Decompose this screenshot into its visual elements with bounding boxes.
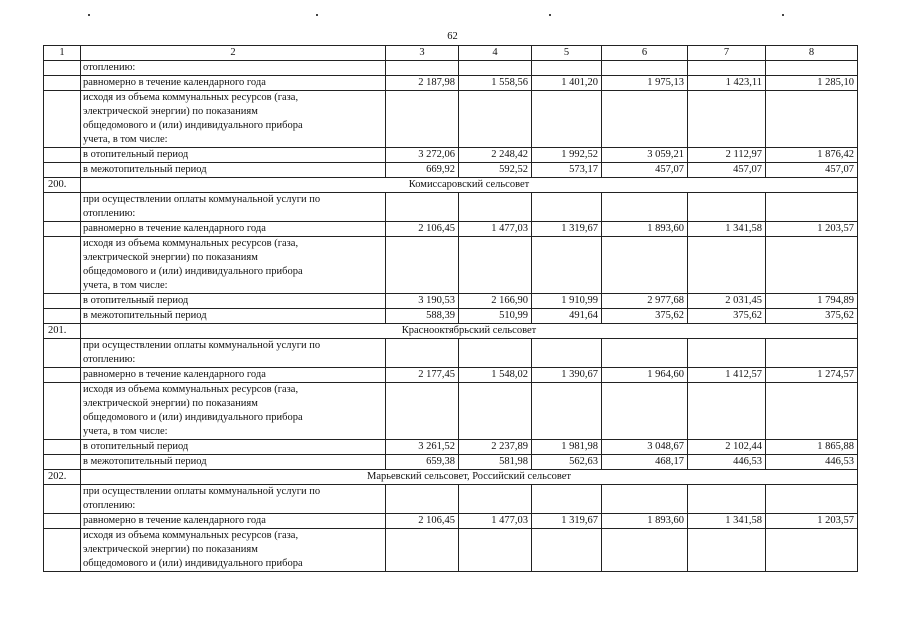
- value-cell: 446,53: [766, 455, 858, 470]
- value-cell: 2 248,42: [459, 148, 532, 163]
- description-row: [44, 91, 858, 148]
- value-cell: 1 992,52: [532, 148, 602, 163]
- value-cell: 468,17: [602, 455, 688, 470]
- description-cell: [81, 237, 386, 294]
- value-cell: 457,07: [688, 163, 766, 178]
- data-row: [44, 222, 858, 237]
- value-cell: 1 341,58: [688, 222, 766, 237]
- value-cell: 1 981,98: [532, 440, 602, 455]
- value-cell: 669,92: [386, 163, 459, 178]
- index-cell: [44, 455, 81, 470]
- value-cell: 1 412,57: [688, 368, 766, 383]
- value-cell: 375,62: [602, 309, 688, 324]
- empty-cell: [532, 529, 602, 572]
- value-cell: 2 102,44: [688, 440, 766, 455]
- column-number: 4: [459, 46, 532, 61]
- empty-cell: [532, 339, 602, 368]
- description-line: учета, в том числе:: [83, 426, 168, 437]
- empty-cell: [459, 383, 532, 440]
- empty-cell: [688, 529, 766, 572]
- section-number: 201.: [44, 324, 81, 339]
- description-line: отоплению:: [83, 62, 136, 73]
- row-label: в отопительный период: [81, 294, 386, 309]
- empty-cell: [532, 383, 602, 440]
- description-line: исходя из объема коммунальных ресурсов (газа,: [83, 238, 299, 249]
- description-row: [44, 383, 858, 440]
- row-label: равномерно в течение календарного года: [81, 76, 386, 91]
- value-cell: 1 203,57: [766, 514, 858, 529]
- description-line: учета, в том числе:: [83, 134, 168, 145]
- index-cell: [44, 383, 81, 440]
- empty-cell: [688, 485, 766, 514]
- empty-cell: [459, 339, 532, 368]
- description-line: электрической энергии) по показаниям: [83, 106, 258, 117]
- column-number: 3: [386, 46, 459, 61]
- page-number: 62: [447, 31, 458, 42]
- tariff-table: [43, 45, 858, 572]
- description-line: при осуществлении оплаты коммунальной услуги по: [83, 340, 321, 351]
- description-line: исходя из объема коммунальных ресурсов (газа,: [83, 530, 299, 541]
- empty-cell: [386, 91, 459, 148]
- empty-cell: [459, 61, 532, 76]
- empty-cell: [766, 383, 858, 440]
- value-cell: 2 166,90: [459, 294, 532, 309]
- empty-cell: [766, 61, 858, 76]
- value-cell: 581,98: [459, 455, 532, 470]
- row-label: равномерно в течение календарного года: [81, 514, 386, 529]
- value-cell: 3 048,67: [602, 440, 688, 455]
- index-cell: [44, 148, 81, 163]
- description-row: [44, 529, 858, 572]
- value-cell: 2 106,45: [386, 222, 459, 237]
- empty-cell: [386, 485, 459, 514]
- description-line: отоплению:: [83, 354, 136, 365]
- section-number: 200.: [44, 178, 81, 193]
- scan-mark: [549, 14, 551, 16]
- data-row: [44, 455, 858, 470]
- description-row: [44, 485, 858, 514]
- empty-cell: [766, 193, 858, 222]
- empty-cell: [532, 485, 602, 514]
- description-line: общедомового и (или) индивидуального прибора: [83, 558, 303, 569]
- empty-cell: [766, 339, 858, 368]
- description-line: общедомового и (или) индивидуального прибора: [83, 266, 303, 277]
- data-row: [44, 514, 858, 529]
- section-title: Краснооктябрьский сельсовет: [81, 324, 858, 339]
- description-cell: [81, 383, 386, 440]
- description-row: [44, 339, 858, 368]
- index-cell: [44, 61, 81, 76]
- data-row: [44, 440, 858, 455]
- section-title: Комиссаровский сельсовет: [81, 178, 858, 193]
- value-cell: 2 187,98: [386, 76, 459, 91]
- column-number: 7: [688, 46, 766, 61]
- index-cell: [44, 440, 81, 455]
- description-line: при осуществлении оплаты коммунальной услуги по: [83, 486, 321, 497]
- empty-cell: [602, 485, 688, 514]
- value-cell: 446,53: [688, 455, 766, 470]
- empty-cell: [386, 339, 459, 368]
- data-row: [44, 148, 858, 163]
- empty-cell: [459, 237, 532, 294]
- empty-cell: [602, 61, 688, 76]
- data-row: [44, 76, 858, 91]
- empty-cell: [688, 91, 766, 148]
- value-cell: 1 319,67: [532, 222, 602, 237]
- row-label: равномерно в течение календарного года: [81, 368, 386, 383]
- value-cell: 2 106,45: [386, 514, 459, 529]
- index-cell: [44, 294, 81, 309]
- value-cell: 1 285,10: [766, 76, 858, 91]
- value-cell: 1 975,13: [602, 76, 688, 91]
- empty-cell: [386, 61, 459, 76]
- index-cell: [44, 163, 81, 178]
- section-title: Марьевский сельсовет, Российский сельсовет: [81, 470, 858, 485]
- value-cell: 2 112,97: [688, 148, 766, 163]
- row-label: в межотопительный период: [81, 309, 386, 324]
- empty-cell: [688, 61, 766, 76]
- index-cell: [44, 76, 81, 91]
- empty-cell: [766, 485, 858, 514]
- section-number: 202.: [44, 470, 81, 485]
- scan-mark: [782, 14, 784, 16]
- value-cell: 573,17: [532, 163, 602, 178]
- index-cell: [44, 485, 81, 514]
- value-cell: 1 477,03: [459, 514, 532, 529]
- value-cell: 1 794,89: [766, 294, 858, 309]
- empty-cell: [459, 485, 532, 514]
- empty-cell: [688, 339, 766, 368]
- description-row: [44, 61, 858, 76]
- empty-cell: [688, 383, 766, 440]
- value-cell: 1 477,03: [459, 222, 532, 237]
- value-cell: 2 177,45: [386, 368, 459, 383]
- section-row: [44, 324, 858, 339]
- value-cell: 1 893,60: [602, 222, 688, 237]
- empty-cell: [602, 237, 688, 294]
- row-label: равномерно в течение календарного года: [81, 222, 386, 237]
- data-row: [44, 368, 858, 383]
- value-cell: 375,62: [688, 309, 766, 324]
- empty-cell: [532, 193, 602, 222]
- value-cell: 491,64: [532, 309, 602, 324]
- index-cell: [44, 193, 81, 222]
- column-number: 5: [532, 46, 602, 61]
- description-line: отоплению:: [83, 208, 136, 219]
- empty-cell: [688, 193, 766, 222]
- empty-cell: [602, 339, 688, 368]
- value-cell: 1 558,56: [459, 76, 532, 91]
- column-number: 8: [766, 46, 858, 61]
- empty-cell: [386, 529, 459, 572]
- description-cell: [81, 193, 386, 222]
- value-cell: 3 059,21: [602, 148, 688, 163]
- column-number-row: [44, 46, 858, 61]
- index-cell: [44, 309, 81, 324]
- description-cell: [81, 91, 386, 148]
- empty-cell: [532, 91, 602, 148]
- data-row: [44, 309, 858, 324]
- value-cell: 1 401,20: [532, 76, 602, 91]
- value-cell: 1 203,57: [766, 222, 858, 237]
- value-cell: 1 893,60: [602, 514, 688, 529]
- value-cell: 3 272,06: [386, 148, 459, 163]
- empty-cell: [688, 237, 766, 294]
- description-cell: [81, 485, 386, 514]
- description-line: общедомового и (или) индивидуального прибора: [83, 120, 303, 131]
- value-cell: 588,39: [386, 309, 459, 324]
- row-label: в отопительный период: [81, 148, 386, 163]
- description-cell: [81, 529, 386, 572]
- value-cell: 562,63: [532, 455, 602, 470]
- empty-cell: [766, 237, 858, 294]
- value-cell: 1 341,58: [688, 514, 766, 529]
- column-number: 1: [44, 46, 81, 61]
- empty-cell: [602, 529, 688, 572]
- description-cell: [81, 61, 386, 76]
- description-line: электрической энергии) по показаниям: [83, 252, 258, 263]
- description-line: электрической энергии) по показаниям: [83, 398, 258, 409]
- empty-cell: [532, 237, 602, 294]
- description-line: электрической энергии) по показаниям: [83, 544, 258, 555]
- description-row: [44, 237, 858, 294]
- data-row: [44, 163, 858, 178]
- value-cell: 375,62: [766, 309, 858, 324]
- value-cell: 457,07: [766, 163, 858, 178]
- column-number: 6: [602, 46, 688, 61]
- value-cell: 1 865,88: [766, 440, 858, 455]
- index-cell: [44, 222, 81, 237]
- description-line: исходя из объема коммунальных ресурсов (газа,: [83, 384, 299, 395]
- description-cell: [81, 339, 386, 368]
- value-cell: 1 876,42: [766, 148, 858, 163]
- empty-cell: [386, 193, 459, 222]
- value-cell: 1 319,67: [532, 514, 602, 529]
- scan-mark: [316, 14, 318, 16]
- value-cell: 2 237,89: [459, 440, 532, 455]
- description-line: общедомового и (или) индивидуального прибора: [83, 412, 303, 423]
- value-cell: 3 261,52: [386, 440, 459, 455]
- empty-cell: [532, 61, 602, 76]
- section-row: [44, 470, 858, 485]
- value-cell: 592,52: [459, 163, 532, 178]
- index-cell: [44, 529, 81, 572]
- value-cell: 659,38: [386, 455, 459, 470]
- empty-cell: [602, 193, 688, 222]
- value-cell: 2 031,45: [688, 294, 766, 309]
- value-cell: 1 910,99: [532, 294, 602, 309]
- column-number: 2: [81, 46, 386, 61]
- value-cell: 457,07: [602, 163, 688, 178]
- scan-mark: [88, 14, 90, 16]
- empty-cell: [459, 91, 532, 148]
- empty-cell: [459, 529, 532, 572]
- index-cell: [44, 339, 81, 368]
- description-row: [44, 193, 858, 222]
- empty-cell: [459, 193, 532, 222]
- value-cell: 1 423,11: [688, 76, 766, 91]
- empty-cell: [386, 237, 459, 294]
- value-cell: 2 977,68: [602, 294, 688, 309]
- row-label: в отопительный период: [81, 440, 386, 455]
- value-cell: 1 548,02: [459, 368, 532, 383]
- empty-cell: [766, 529, 858, 572]
- description-line: учета, в том числе:: [83, 280, 168, 291]
- description-line: исходя из объема коммунальных ресурсов (газа,: [83, 92, 299, 103]
- value-cell: 1 390,67: [532, 368, 602, 383]
- index-cell: [44, 368, 81, 383]
- data-row: [44, 294, 858, 309]
- index-cell: [44, 237, 81, 294]
- value-cell: 510,99: [459, 309, 532, 324]
- value-cell: 1 964,60: [602, 368, 688, 383]
- description-line: отоплению:: [83, 500, 136, 511]
- empty-cell: [766, 91, 858, 148]
- section-row: [44, 178, 858, 193]
- value-cell: 1 274,57: [766, 368, 858, 383]
- row-label: в межотопительный период: [81, 455, 386, 470]
- empty-cell: [602, 91, 688, 148]
- index-cell: [44, 514, 81, 529]
- row-label: в межотопительный период: [81, 163, 386, 178]
- empty-cell: [386, 383, 459, 440]
- index-cell: [44, 91, 81, 148]
- empty-cell: [602, 383, 688, 440]
- value-cell: 3 190,53: [386, 294, 459, 309]
- description-line: при осуществлении оплаты коммунальной услуги по: [83, 194, 321, 205]
